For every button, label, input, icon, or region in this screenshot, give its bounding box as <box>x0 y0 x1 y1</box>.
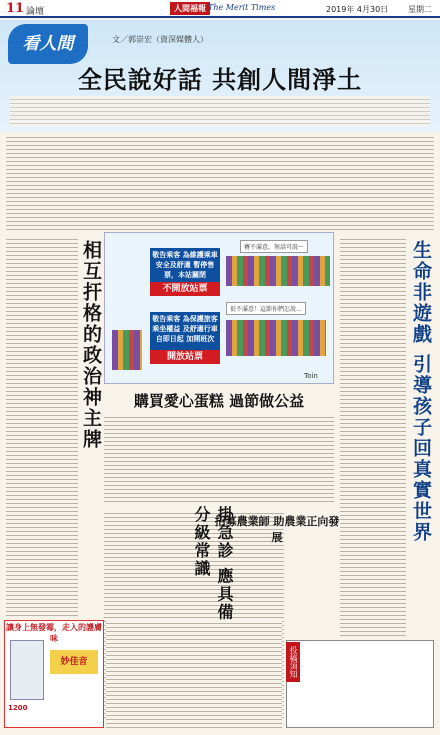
page-header <box>0 0 440 18</box>
lower-article-title-2: 掛急診 應具備分級常識 <box>192 506 234 622</box>
cartoon-crowd-bottom <box>226 320 326 356</box>
cartoon-figure-left <box>112 330 142 370</box>
cartoon-crowd-top <box>226 256 330 286</box>
lower-article-title-1: 招募農業師 助農業正向發展 <box>214 515 340 544</box>
cartoon-label-bottom: 開放站票 <box>150 350 220 364</box>
submission-notice <box>286 640 434 728</box>
footer-article-body <box>106 620 282 728</box>
right-article-body <box>340 236 406 636</box>
ad-product-name: 妙佳音 <box>50 650 98 674</box>
cartoon-artist: Toin <box>304 372 318 380</box>
lead-text <box>10 96 430 126</box>
right-article-title: 生命非遊戲 引導孩子回真實世界 <box>410 240 432 543</box>
left-article-body <box>6 236 78 616</box>
masthead-en: The Merit Times <box>208 3 276 12</box>
issue-date: 2019年 4月30日 <box>326 5 389 14</box>
byline: 文／郭崇宏（資深媒體人） <box>112 35 208 44</box>
cartoon-label-top: 不開放站票 <box>150 282 220 296</box>
cartoon-bubble-2: 很不滿意！這節你們怎說… <box>226 302 306 315</box>
page-number: 11 <box>6 1 25 16</box>
ad-price: 1200 <box>8 704 28 712</box>
masthead-logo: 人間福報 <box>170 2 210 15</box>
issue-weekday: 星期二 <box>408 5 432 14</box>
cartoon-sign-bottom: 敬告乘客 為保護旅客乘坐權益 及舒適行車自即日起 加開班次 <box>150 312 220 350</box>
ad-slogan: 讓身上無發霉，走入的護膚味 <box>6 623 102 643</box>
cartoon-sign-top: 敬告乘客 為維護乘車安全及舒適 暫停售票，本站關閉 <box>150 248 220 282</box>
column-brand: 看人間 <box>8 24 88 64</box>
ad-product-image <box>10 640 44 700</box>
left-article-title: 相互扞格的政治神主牌 <box>80 240 102 450</box>
center-article-body <box>104 414 334 504</box>
section-name: 論壇 <box>26 7 45 17</box>
main-headline: 全民說好話 共創人間淨土 <box>77 66 363 94</box>
notice-tag: 投稿須知 <box>286 642 300 682</box>
lead-article-body <box>6 134 434 230</box>
center-article-title: 購買愛心蛋糕 過節做公益 <box>133 392 305 410</box>
cartoon-bubble-1: 賽不滿意，無話可說～ <box>240 240 308 253</box>
